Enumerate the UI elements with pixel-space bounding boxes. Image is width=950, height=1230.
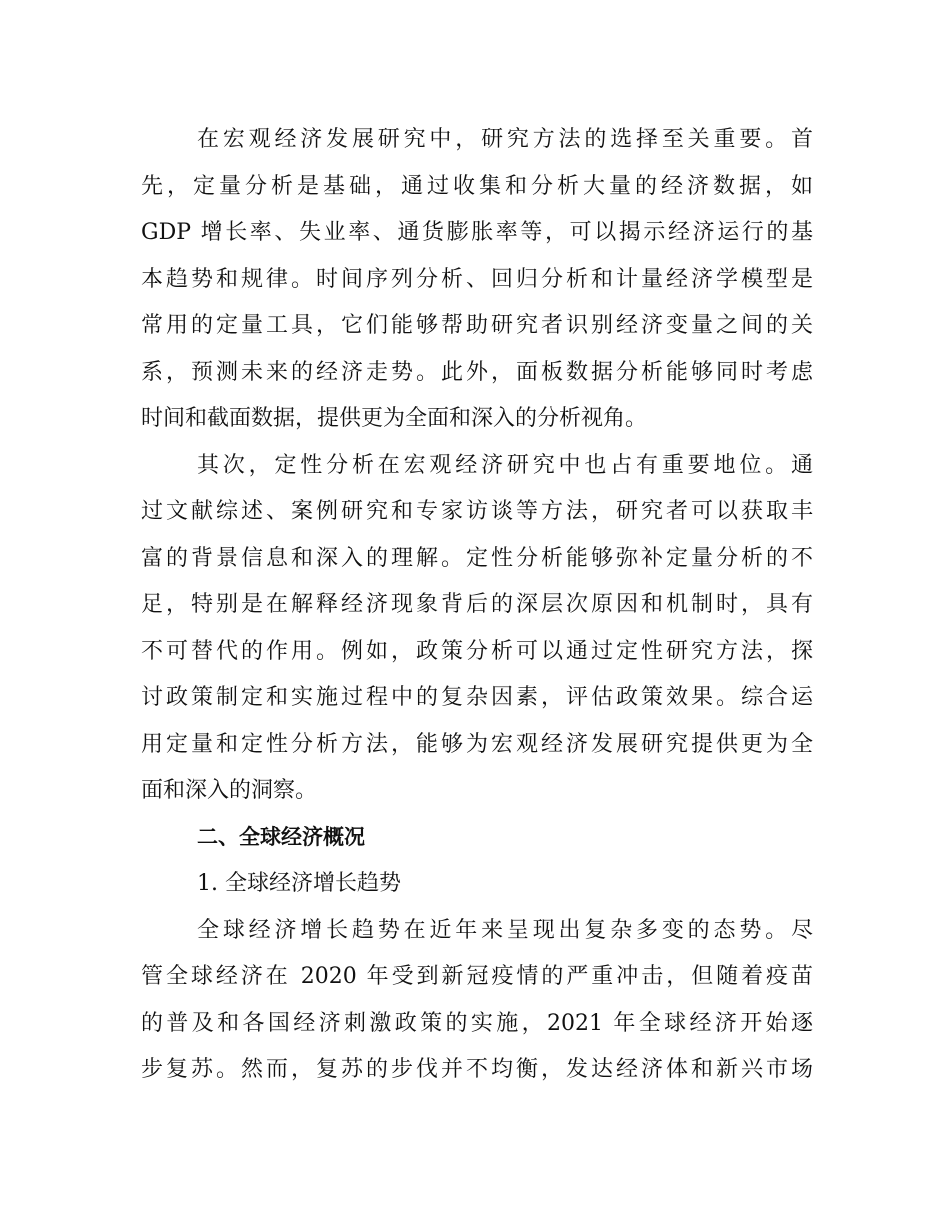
text-line: 过文献综述、案例研究和专家访谈等方法，研究者可以获取丰 [141,499,813,524]
section-heading: 二、全球经济概况 [197,825,365,849]
text-line: 时间和截面数据，提供更为全面和深入的分析视角。 [141,406,648,431]
text-line: 用定量和定性分析方法，能够为宏观经济发展研究提供更为全 [141,732,813,757]
text-line: 本趋势和规律。时间序列分析、回归分析和计量经济学模型是 [141,267,813,292]
subsection-heading: 1. 全球经济增长趋势 [197,871,401,896]
text-line: 足，特别是在解释经济现象背后的深层次原因和机制时，具有 [141,592,813,617]
text-line: 不可替代的作用。例如，政策分析可以通过定性研究方法，探 [141,639,813,664]
text-line: GDP 增长率、失业率、通货膨胀率等，可以揭示经济运行的基 [141,220,813,245]
text-line: 常用的定量工具，它们能够帮助研究者识别经济变量之间的关 [141,313,813,338]
text-line: 系，预测未来的经济走势。此外，面板数据分析能够同时考虑 [141,360,813,385]
text-line: 富的背景信息和深入的理解。定性分析能够弥补定量分析的不 [141,546,813,571]
text-line: 的普及和各国经济刺激政策的实施，2021 年全球经济开始逐 [141,1011,813,1036]
text-line: 全球经济增长趋势在近年来呈现出复杂多变的态势。尽 [197,918,813,943]
text-line: 在宏观经济发展研究中，研究方法的选择至关重要。首 [197,127,813,152]
text-line: 管全球经济在 2020 年受到新冠疫情的严重冲击，但随着疫苗 [141,964,813,989]
text-line: 其次，定性分析在宏观经济研究中也占有重要地位。通 [197,453,813,478]
text-line: 步复苏。然而，复苏的步伐并不均衡，发达经济体和新兴市场 [141,1057,813,1082]
text-line: 面和深入的洞察。 [141,778,318,803]
text-line: 讨政策制定和实施过程中的复杂因素，评估政策效果。综合运 [141,685,813,710]
text-line: 先，定量分析是基础，通过收集和分析大量的经济数据，如 [141,174,813,199]
